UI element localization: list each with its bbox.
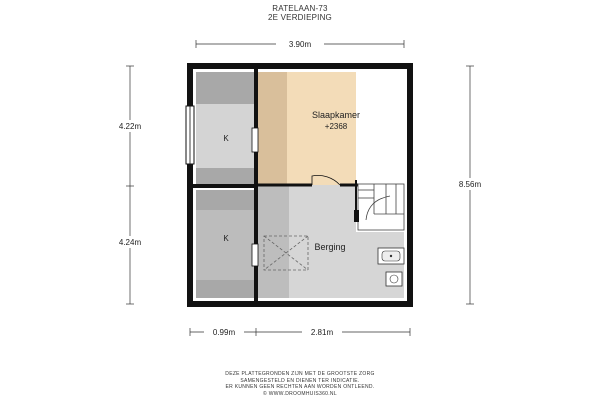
- dim-bottom-left: 0.99m: [212, 328, 236, 337]
- bedroom-label: Slaapkamer: [311, 110, 361, 120]
- knee-wall-lower-label: K: [223, 234, 229, 243]
- boiler-unit: [386, 272, 402, 286]
- disclaimer-line-1: DEZE PLATTEGRONDEN ZIJN MET DE GROOTSTE ZORG: [225, 371, 375, 377]
- disclaimer-line-3: ER KUNNEN GEEN RECHTEN AAN WORDEN ONTLEEND.: [225, 384, 375, 390]
- dim-bottom-right: 2.81m: [310, 328, 334, 337]
- dim-top-width: 3.90m: [288, 40, 312, 49]
- knee-wall-upper-label: K: [223, 134, 229, 143]
- floor-subtitle: 2E VERDIEPING: [268, 13, 332, 22]
- washbasin: [378, 248, 404, 264]
- window-left: [186, 106, 194, 164]
- stair-railing: [354, 210, 359, 222]
- knee-wall-lower-light: [196, 210, 254, 280]
- window-lower-skylight: [252, 244, 258, 266]
- disclaimer-copyright: © WWW.DROOMHUIS360.NL: [263, 390, 337, 397]
- staircase: [358, 184, 404, 230]
- bedroom-sloped-area: [258, 72, 287, 185]
- dim-right-total: 8.56m: [458, 180, 482, 189]
- plan-title: RATELAAN-73: [272, 4, 328, 13]
- disclaimer-line-2: SAMENGESTELD EN DIENEN TER INDICATIE.: [240, 377, 360, 384]
- bedroom-level: +2368: [324, 122, 348, 131]
- dim-left-lower: 4.24m: [118, 238, 142, 247]
- storage-label: Berging: [314, 242, 346, 252]
- window-upper-skylight: [252, 128, 258, 152]
- storage-sloped-area: [258, 185, 289, 298]
- dim-left-upper: 4.22m: [118, 122, 142, 131]
